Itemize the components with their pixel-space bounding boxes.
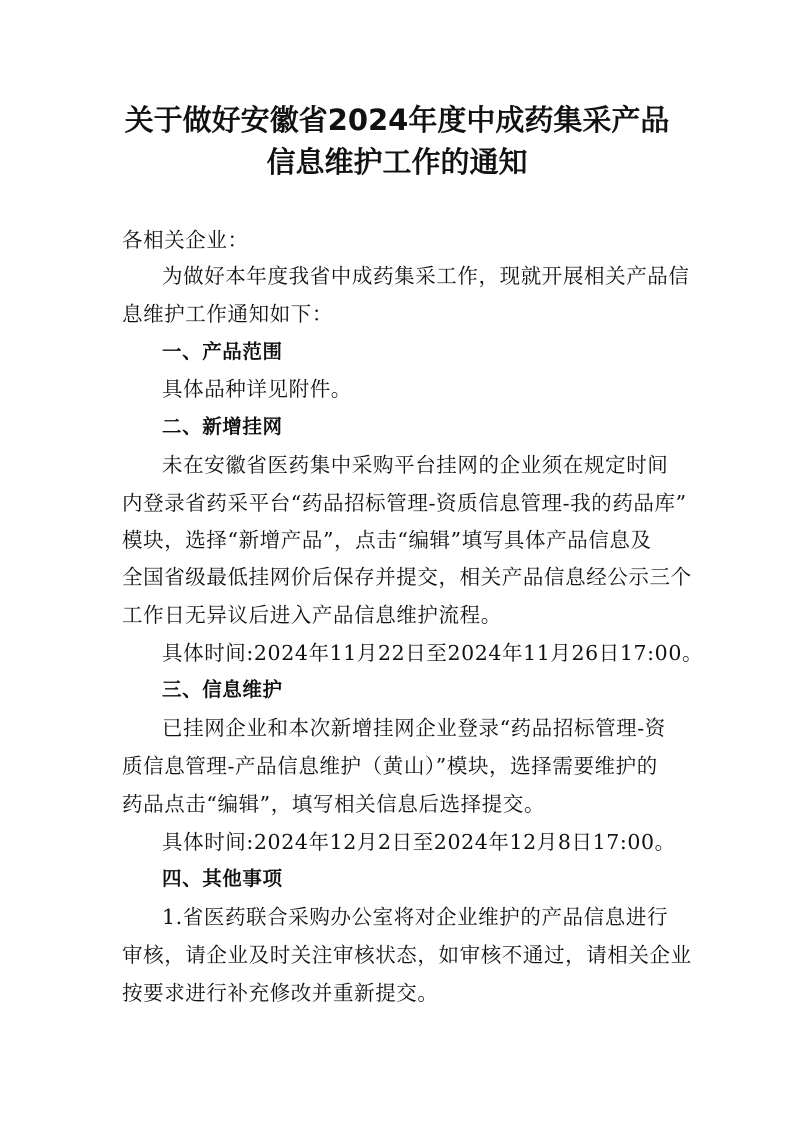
section-2-body-line-3: 模块，选择“新增产品”，点击“编辑”填写具体产品信息及 — [122, 528, 652, 552]
section-1-heading: 一、产品范围 — [162, 340, 283, 363]
section-4-body-line-3: 按要求进行补充修改并重新提交。 — [122, 981, 439, 1005]
document-title-line-2: 信息维护工作的通知 — [266, 145, 528, 179]
section-3-time: 具体时间:2024年12月2日至2024年12月8日17:00。 — [162, 830, 676, 854]
section-2-heading: 二、新增挂网 — [162, 415, 283, 438]
section-4-body-line-1: 1.省医药联合采购办公室将对企业维护的产品信息进行 — [162, 905, 669, 929]
salutation: 各相关企业： — [122, 228, 249, 252]
section-3-body-line-3: 药品点击“编辑”，填写相关信息后选择提交。 — [122, 792, 546, 816]
document-title-line-1: 关于做好安徽省2024年度中成药集采产品 — [124, 103, 670, 137]
section-2-time: 具体时间:2024年11月22日至2024年11月26日17:00。 — [162, 641, 704, 665]
intro-line-2: 息维护工作通知如下： — [122, 302, 333, 326]
section-2-body-line-4: 全国省级最低挂网价后保存并提交，相关产品信息经公示三个 — [122, 565, 692, 589]
intro-line-1: 为做好本年度我省中成药集采工作，现就开展相关产品信 — [162, 264, 690, 288]
section-3-body-line-2: 质信息管理-产品信息维护（黄山）”模块，选择需要维护的 — [122, 754, 658, 778]
section-4-body-line-2: 审核，请企业及时关注审核状态，如审核不通过，请相关企业 — [122, 943, 692, 967]
section-3-body-line-1: 已挂网企业和本次新增挂网企业登录“药品招标管理-资 — [162, 716, 666, 740]
section-2-body-line-2: 内登录省药采平台“药品招标管理-资质信息管理-我的药品库” — [122, 491, 687, 515]
section-1-body: 具体品种详见附件。 — [162, 377, 352, 401]
section-2-body-line-1: 未在安徽省医药集中采购平台挂网的企业须在规定时间 — [162, 453, 669, 477]
section-3-heading: 三、信息维护 — [162, 678, 283, 701]
section-4-heading: 四、其他事项 — [162, 867, 283, 890]
section-2-body-line-5: 工作日无异议后进入产品信息维护流程。 — [122, 603, 502, 627]
